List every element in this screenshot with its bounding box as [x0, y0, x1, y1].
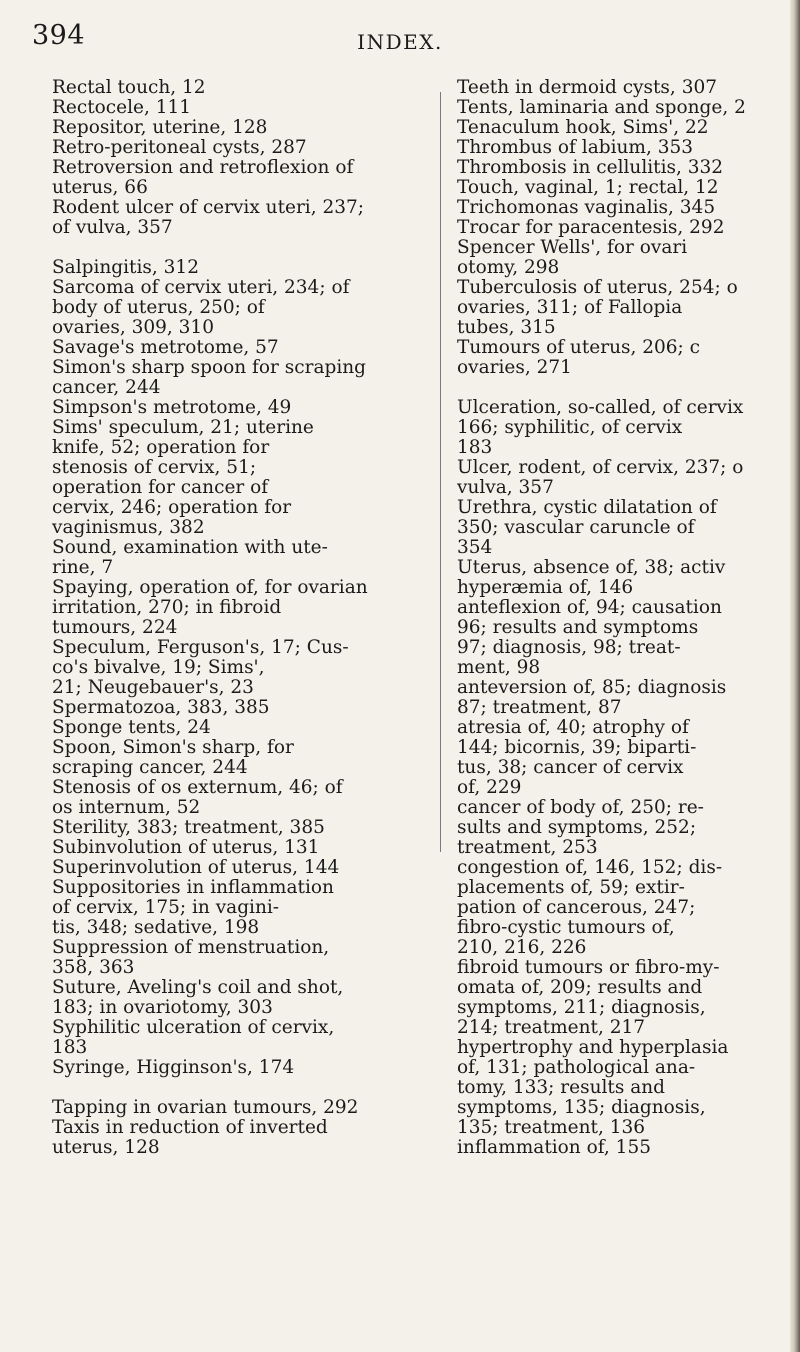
index-entry-line: uterus, 66 — [52, 177, 148, 198]
index-entry — [52, 778, 428, 818]
index-entry-line: Rectocele, 111 — [52, 97, 192, 118]
index-entry-line: otomy, 298 — [457, 257, 560, 278]
index-entry-line: Stenosis of os externum, 46; of — [52, 777, 343, 798]
index-entry — [52, 338, 428, 358]
index-entry-line: Taxis in reduction of inverted — [52, 1117, 328, 1138]
index-entry-line: Salpingitis, 312 — [52, 257, 199, 278]
index-entry-line: Urethra, cystic dilatation of — [457, 497, 717, 518]
index-entry-line: Tumours of uterus, 206; c — [457, 337, 701, 358]
index-entry — [52, 818, 428, 838]
index-entry — [52, 358, 428, 398]
column-divider — [440, 92, 441, 852]
index-entry-line: 214; treatment, 217 — [457, 1017, 646, 1038]
index-entry-line: tus, 38; cancer of cervix — [457, 757, 684, 778]
index-entry-line: Sound, examination with ute- — [52, 537, 328, 558]
index-entry-line: Sterility, 383; treatment, 385 — [52, 817, 325, 838]
index-entry-line: body of uterus, 250; of — [52, 297, 265, 318]
index-entry-line: Savage's metrotome, 57 — [52, 337, 279, 358]
index-entry-line: Simon's sharp spoon for scraping — [52, 357, 367, 378]
index-entry-line: of, 131; pathological ana- — [457, 1057, 696, 1078]
index-entry-line: ovaries, 309, 310 — [52, 317, 214, 338]
index-entry — [52, 1118, 428, 1158]
index-entry-line: 135; treatment, 136 — [457, 1117, 646, 1138]
index-entry — [52, 938, 428, 978]
index-entry-line: Spoon, Simon's sharp, for — [52, 737, 294, 758]
index-entry-line: ovaries, 271 — [457, 357, 572, 378]
index-entry-line: Speculum, Ferguson's, 17; Cus- — [52, 637, 349, 658]
index-entry-line: ment, 98 — [457, 657, 541, 678]
index-entry-line: of, 229 — [457, 777, 522, 798]
index-entry-line: vaginismus, 382 — [52, 517, 205, 538]
index-entry-line: tubes, 315 — [457, 317, 556, 338]
index-entry — [52, 1058, 428, 1078]
index-entry-line: Rectal touch, 12 — [52, 77, 206, 98]
index-entry — [52, 198, 428, 238]
index-entry-line: 354 — [457, 537, 493, 558]
index-entry — [457, 78, 787, 98]
index-entry-line: 87; treatment, 87 — [457, 697, 622, 718]
index-entry-line: Syringe, Higginson's, 174 — [52, 1057, 295, 1078]
index-entry-line: Spermatozoa, 383, 385 — [52, 697, 270, 718]
index-entry-line: hyperæmia of, 146 — [457, 577, 634, 598]
index-entry — [457, 138, 787, 158]
index-entry — [52, 98, 428, 118]
index-entry — [52, 858, 428, 878]
index-entry-line: 144; bicornis, 39; biparti- — [457, 737, 697, 758]
index-entry-line: fibro-cystic tumours of, — [457, 917, 675, 938]
index-entry — [52, 278, 428, 338]
index-entry-line: Suture, Aveling's coil and shot, — [52, 977, 344, 998]
index-entry-line: Sponge tents, 24 — [52, 717, 211, 738]
index-entry-line: of cervix, 175; in vagini- — [52, 897, 280, 918]
index-entry — [52, 1018, 428, 1058]
index-entry-line: Ulcer, rodent, of cervix, 237; o — [457, 457, 744, 478]
index-entry-line: co's bivalve, 19; Sims', — [52, 657, 265, 678]
index-entry-line: hypertrophy and hyperplasia — [457, 1037, 729, 1058]
index-entry-line: Superinvolution of uterus, 144 — [52, 857, 340, 878]
index-entry-line: symptoms, 135; diagnosis, — [457, 1097, 706, 1118]
index-entry — [52, 138, 428, 158]
index-entry-line: uterus, 128 — [52, 1137, 160, 1158]
index-entry — [457, 458, 787, 498]
index-column-right — [457, 78, 787, 1158]
index-entry-line: operation for cancer of — [52, 477, 269, 498]
index-entry-line: irritation, 270; in fibroid — [52, 597, 282, 618]
index-entry-line: sults and symptoms, 252; — [457, 817, 697, 838]
index-entry-line: Trichomonas vaginalis, 345 — [457, 197, 716, 218]
index-entry-line: Teeth in dermoid cysts, 307 — [457, 78, 718, 98]
index-entry — [457, 558, 787, 1158]
index-entry — [52, 538, 428, 578]
index-entry-line: omata of, 209; results and — [457, 977, 703, 998]
index-entry-line: cancer of body of, 250; re- — [457, 797, 704, 818]
index-entry-line: 97; diagnosis, 98; treat- — [457, 637, 681, 658]
index-entry-line: Spaying, operation of, for ovarian — [52, 577, 368, 598]
index-entry-line: ovaries, 311; of Fallopia — [457, 297, 683, 318]
index-entry-line: 183 — [52, 1037, 88, 1058]
index-entry-line: Thrombus of labium, 353 — [457, 137, 694, 158]
book-edge-shadow — [790, 0, 800, 1352]
index-entry — [457, 498, 787, 558]
index-entry-line: anteversion of, 85; diagnosis — [457, 677, 727, 698]
index-entry-line: tomy, 133; results and — [457, 1077, 666, 1098]
index-entry-line: Uterus, absence of, 38; activ — [457, 557, 726, 578]
index-entry — [457, 198, 787, 218]
index-entry-line: 183; in ovariotomy, 303 — [52, 997, 273, 1018]
index-entry-line: Simpson's metrotome, 49 — [52, 397, 292, 418]
index-entry — [52, 258, 428, 278]
index-entry — [52, 718, 428, 738]
index-entry-line: Suppression of menstruation, — [52, 937, 330, 958]
index-entry — [52, 1098, 428, 1118]
index-entry-line: scraping cancer, 244 — [52, 757, 248, 778]
index-entry — [52, 158, 428, 198]
index-entry-line: pation of cancerous, 247; — [457, 897, 696, 918]
index-entry-line: Sims' speculum, 21; uterine — [52, 417, 314, 438]
index-entry — [457, 398, 787, 458]
index-entry — [52, 78, 428, 98]
index-entry-line: tis, 348; sedative, 198 — [52, 917, 260, 938]
index-entry-line: 358, 363 — [52, 957, 135, 978]
index-entry-line: Thrombosis in cellulitis, 332 — [457, 157, 724, 178]
index-entry-line: Tents, laminaria and sponge, 2 — [457, 97, 746, 118]
index-entry-line: 183 — [457, 437, 493, 458]
index-entry — [457, 158, 787, 178]
index-entry-line: Tenaculum hook, Sims', 22 — [457, 117, 709, 138]
index-entry-line: treatment, 253 — [457, 837, 598, 858]
index-entry-line: 166; syphilitic, of cervix — [457, 417, 683, 438]
index-entry — [457, 218, 787, 278]
index-entry-line: Trocar for paracentesis, 292 — [457, 217, 725, 238]
index-entry-line: 350; vascular caruncle of — [457, 517, 695, 538]
index-entry-line: vulva, 357 — [457, 477, 554, 498]
index-entry-line: stenosis of cervix, 51; — [52, 457, 257, 478]
index-entry-line: knife, 52; operation for — [52, 437, 270, 458]
index-entry-line: 210, 216, 226 — [457, 937, 587, 958]
index-entry-line: Tapping in ovarian tumours, 292 — [52, 1097, 359, 1118]
index-entry-line: fibroid tumours or fibro-my- — [457, 957, 720, 978]
index-entry — [52, 638, 428, 698]
index-entry — [52, 838, 428, 858]
index-entry-line: os internum, 52 — [52, 797, 201, 818]
index-entry-line: Spencer Wells', for ovari — [457, 237, 688, 258]
index-entry-line: Tuberculosis of uterus, 254; o — [457, 277, 738, 298]
index-entry-line: atresia of, 40; atrophy of — [457, 717, 689, 738]
running-head: INDEX. — [357, 30, 443, 54]
index-entry-line: symptoms, 211; diagnosis, — [457, 997, 706, 1018]
index-entry — [52, 398, 428, 418]
index-entry — [457, 98, 787, 138]
index-entry — [52, 418, 428, 538]
index-entry — [52, 878, 428, 938]
index-entry — [52, 698, 428, 718]
index-entry-line: cervix, 246; operation for — [52, 497, 292, 518]
index-entry-line: Suppositories in inflammation — [52, 877, 334, 898]
index-entry-line: 96; results and symptoms — [457, 617, 699, 638]
index-entry-line: Retro-peritoneal cysts, 287 — [52, 137, 307, 158]
index-entry — [457, 338, 787, 378]
index-entry-line: congestion of, 146, 152; dis- — [457, 857, 723, 878]
index-entry-line: Retroversion and retroflexion of — [52, 157, 354, 178]
index-column-left — [52, 78, 428, 1158]
index-entry — [52, 118, 428, 138]
index-entry-line: cancer, 244 — [52, 377, 161, 398]
index-entry-line: Syphilitic ulceration of cervix, — [52, 1017, 335, 1038]
index-entry-line: Subinvolution of uterus, 131 — [52, 837, 320, 858]
index-entry-line: Ulceration, so-called, of cervix — [457, 397, 744, 418]
index-entry-line: Sarcoma of cervix uteri, 234; of — [52, 277, 350, 298]
index-entry-line: placements of, 59; extir- — [457, 877, 685, 898]
index-entry-line: tumours, 224 — [52, 617, 178, 638]
index-entry-line: of vulva, 357 — [52, 217, 173, 238]
index-entry-line: inflammation of, 155 — [457, 1137, 651, 1158]
index-entry-line: 21; Neugebauer's, 23 — [52, 677, 254, 698]
page-number: 394 — [32, 20, 86, 51]
index-entry — [457, 178, 787, 198]
index-entry-line: Rodent ulcer of cervix uteri, 237; — [52, 197, 365, 218]
index-entry-line: Repositor, uterine, 128 — [52, 117, 268, 138]
index-entry — [457, 278, 787, 338]
index-entry — [52, 978, 428, 1018]
index-entry-line: Touch, vaginal, 1; rectal, 12 — [457, 177, 719, 198]
index-entry-line: rine, 7 — [52, 557, 114, 578]
index-entry — [52, 738, 428, 778]
index-entry — [52, 578, 428, 638]
index-entry-line: anteflexion of, 94; causation — [457, 597, 722, 618]
